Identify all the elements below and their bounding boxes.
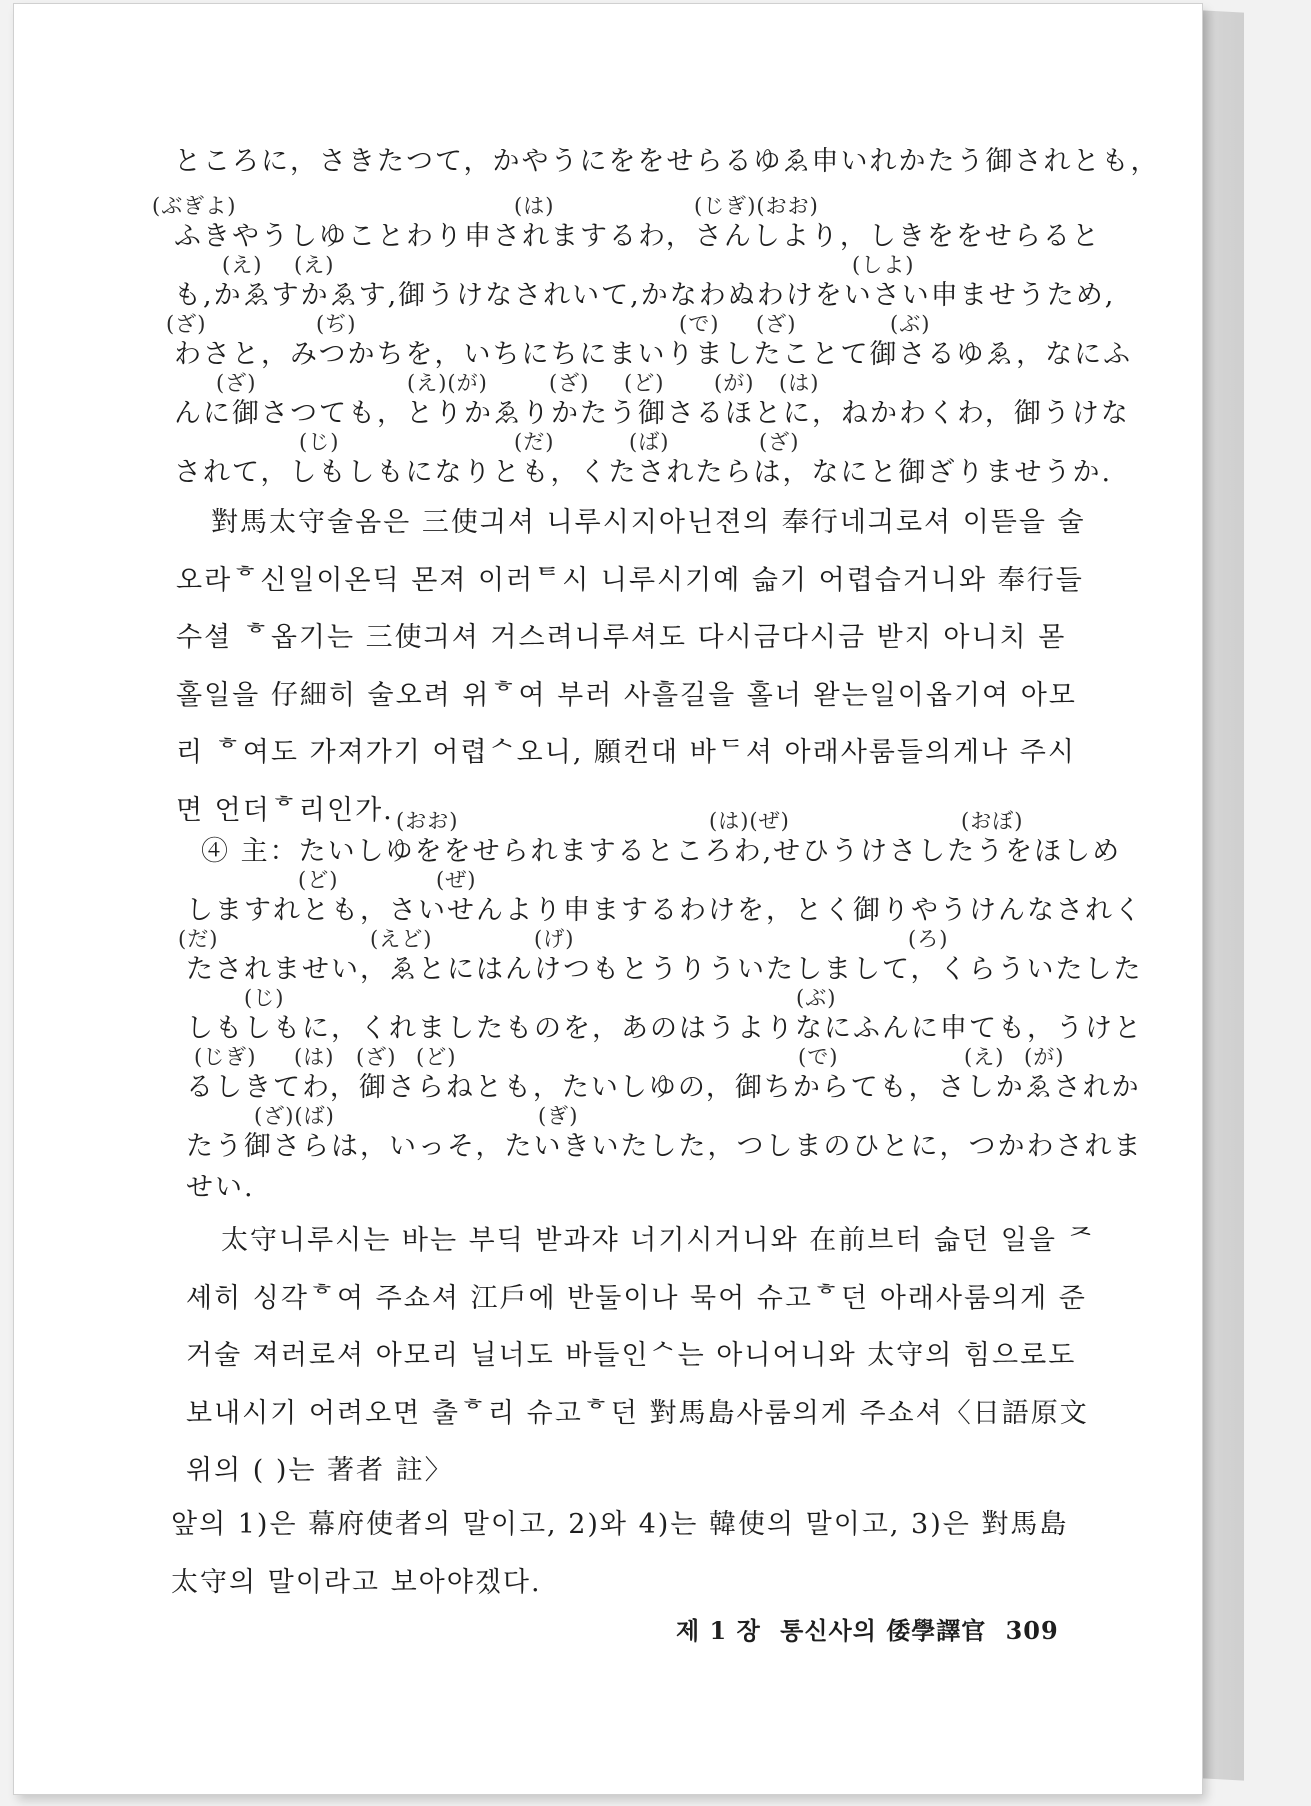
korean-line: 홀일을 仔細히 술오려 위ᄒ여 부러 사흘길을 홀너 왇는일이옵기여 아모 (176, 679, 1077, 711)
ruby-annotation: (だ) (178, 927, 219, 951)
summary-line: 앞의 1)은 幕府使者의 말이고, 2)와 4)는 韓使의 말이고, 3)은 對馬島 (171, 1509, 1069, 1540)
korean-line: 거술 져러로셔 아모리 닐너도 바들인ᄉ는 아니어니와 太守의 힘으로도 (186, 1340, 1077, 1371)
ruby-annotation: (じ) (299, 430, 340, 454)
ruby-annotation: (が) (714, 371, 755, 395)
ruby-annotation: (ぜ) (436, 868, 477, 892)
ruby-annotation: (え) (964, 1045, 1005, 1069)
text-line (174, 367, 1130, 429)
korean-line: 셰히 싱각ᄒ여 주쇼셔 江戶에 반둘이나 묵어 슈고ᄒ던 아래사룸의게 준 (186, 1282, 1087, 1314)
ruby-annotation: (ど) (298, 868, 339, 892)
japanese-text: ふきやうしゆことわり申されまするわ，さんしより，しきををせらると (174, 221, 1101, 252)
ruby-annotation: (じ) (244, 986, 285, 1010)
korean-line: 면 언더ᄒ리인가. (176, 794, 394, 826)
ruby-annotation: (じぎ)(おお) (694, 194, 819, 218)
korean-line: 보내시기 어려오면 출ᄒ리 슈고ᄒ던 對馬島사룸의게 주쇼셔〈日語原文 (186, 1397, 1089, 1429)
ruby-annotation: (え)(が) (407, 371, 488, 395)
document-page (14, 4, 1202, 1794)
summary-line: 太守의 말이라고 보아야겠다. (171, 1566, 542, 1598)
japanese-text: たう御さらは，いっそ，たいきいたした，つしまのひとに，つかわされま (186, 1131, 1143, 1162)
korean-line: 對馬太守술옴은 三使긔셔 니루시지아닌젼의 奉行네긔로셔 이뜯을 술 (211, 507, 1086, 538)
summary-paragraph (171, 1496, 1071, 1611)
text-line (178, 923, 1143, 985)
ruby-annotation: (え) (222, 253, 263, 277)
page-edge (1195, 10, 1244, 1781)
ruby-annotation: (おお) (396, 809, 459, 833)
page-number: 309 (1005, 1616, 1059, 1645)
ruby-annotation: (ば) (629, 430, 670, 454)
ruby-annotation: (は) (779, 371, 820, 395)
korean-passage-2 (186, 1212, 1096, 1500)
japanese-text: ④ 主：たいしゆををせられまするところわ,せひうけさしたうをほしめ (201, 836, 1122, 867)
ruby-annotation: (は) (294, 1045, 335, 1069)
korean-passage-1 (176, 494, 1086, 839)
ruby-annotation: (ざ) (166, 312, 207, 336)
text-line (174, 426, 1113, 488)
ruby-annotation: (ぶ) (796, 986, 837, 1010)
ruby-annotation: (が) (1024, 1045, 1065, 1069)
ruby-annotation: (ど) (624, 371, 665, 395)
ruby-annotation: (ど) (416, 1045, 457, 1069)
japanese-text: せい. (186, 1172, 255, 1203)
ruby-annotation: (ぶぎよ) (152, 194, 237, 218)
text-line (186, 864, 1143, 926)
ruby-annotation: (ざ) (216, 371, 257, 395)
text-line (152, 190, 1101, 252)
ruby-annotation: (ぎ) (538, 1104, 579, 1128)
ruby-annotation: (は) (514, 194, 555, 218)
ruby-annotation: (ぢ) (316, 312, 357, 336)
japanese-text: しますれとも，さいせんより申まするわけを，とく御りやうけんなされく (186, 895, 1143, 926)
text-line (186, 1100, 1143, 1162)
ruby-annotation: (えど) (370, 927, 433, 951)
text-line (186, 982, 1143, 1044)
text-line (186, 1159, 1086, 1203)
ruby-annotation: (しよ) (852, 253, 915, 277)
japanese-text: わさと，みつかちを，いちにちにまいりましたことて御さるゆゑ，なにふ (174, 339, 1133, 370)
ruby-annotation: (じぎ) (194, 1045, 257, 1069)
japanese-text: んに御さつても，とりかゑりかたう御さるほとに，ねかわくわ，御うけな (174, 398, 1130, 429)
japanese-text: しもしもに，くれましたものを，あのはうよりなにふんに申ても，うけと (186, 1013, 1143, 1044)
ruby-annotation: (ざ) (549, 371, 590, 395)
text-line (166, 308, 1133, 370)
text-line (174, 139, 1160, 190)
ruby-annotation: (ぶ) (890, 312, 931, 336)
korean-line: 위의 ( )는 著者 註〉 (186, 1455, 454, 1486)
chapter-label: 제 1 장 (676, 1616, 761, 1645)
ruby-annotation: (おぼ) (961, 809, 1024, 833)
ruby-annotation: (え) (294, 253, 335, 277)
korean-line: 리 ᄒ여도 가져가기 어렵ᄉ오니, 願컨대 바ᄃ셔 아래사룸들의게나 주시 (176, 737, 1076, 768)
japanese-passage-1 (152, 139, 1160, 488)
ruby-annotation: (ろ) (908, 927, 949, 951)
text-line (186, 805, 1122, 867)
ruby-annotation: (ざ)(ば) (254, 1104, 335, 1128)
text-line (186, 1041, 1141, 1103)
korean-line: 오라ᄒ신일이온딕 몬져 이러ᄐ시 니루시기예 슯기 어렵습거니와 奉行들 (176, 564, 1084, 596)
ruby-annotation: (で) (679, 312, 720, 336)
ruby-annotation: (で) (798, 1045, 839, 1069)
chapter-title: 통신사의 倭學譯官 (780, 1616, 987, 1645)
ruby-annotation: (ざ) (356, 1045, 397, 1069)
text-line (174, 249, 1116, 311)
japanese-passage-2 (178, 805, 1143, 1203)
ruby-annotation: (は)(ぜ) (709, 809, 790, 833)
japanese-text: も,かゑすかゑす,御うけなされいて,かなわぬわけをいさい申ませうため, (174, 280, 1116, 311)
ruby-annotation: (げ) (534, 927, 575, 951)
japanese-text: ところに，さきたつて，かやうにををせらるゆゑ申いれかたう御されとも， (174, 146, 1160, 177)
running-footer (676, 1611, 1069, 1646)
korean-line: 수셜 ᄒ옵기는 三使긔셔 거스려니루셔도 다시금다시금 받지 아니치 몯 (176, 622, 1067, 653)
ruby-annotation: (ざ) (756, 312, 797, 336)
japanese-text: されて，しもしもになりとも，くたされたらは，なにと御ざりませうか. (174, 457, 1113, 488)
japanese-text: たされませい，ゑとにはんけつもとうりういたしまして，くらういたした (186, 954, 1143, 985)
ruby-annotation: (ざ) (759, 430, 800, 454)
korean-line: 太守니루시는 바는 부딕 받과쟈 너기시거니와 在前브터 슯던 일을 ᄌ (221, 1225, 1096, 1256)
japanese-text: るしきてわ，御さらねとも，たいしゆの，御ちからても，さしかゑされか (186, 1072, 1141, 1103)
ruby-annotation: (だ) (514, 430, 555, 454)
